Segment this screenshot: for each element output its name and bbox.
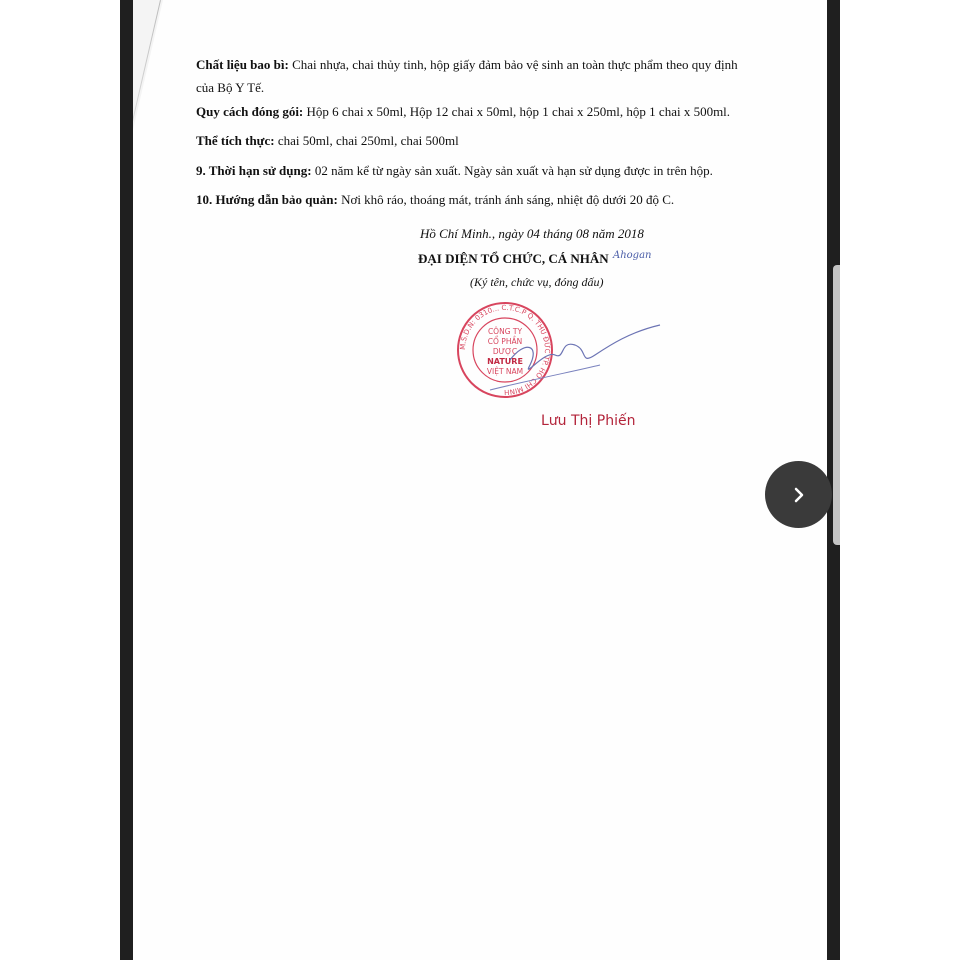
doc-line-packaging-spec — [196, 104, 730, 120]
doc-line-text: 02 năm kể từ ngày sản xuất. Ngày sản xuất và hạn sử dụng được in trên hộp. — [311, 163, 713, 178]
doc-line-text: Hộp 6 chai x 50ml, Hộp 12 chai x 50ml, hộp 1 chai x 250ml, hộp 1 chai x 500ml. — [303, 104, 731, 119]
doc-line-text: Chai nhựa, chai thủy tinh, hộp giấy đảm bảo vệ sinh an toàn thực phẩm theo quy định — [288, 57, 738, 72]
svg-text:M.S.D.N: 0310... C.T.C.P Q. T: M.S.D.N: 0310... C.T.C.P Q. THỦ ĐỨC TP. HỒ CHÍ MINH — [458, 303, 552, 397]
scrollbar-thumb[interactable] — [833, 265, 840, 545]
viewer-left-border — [120, 0, 133, 960]
handwritten-initials: Ahogan — [613, 250, 652, 261]
page-fold — [133, 0, 163, 130]
doc-line-text: chai 50ml, chai 250ml, chai 500ml — [274, 133, 459, 148]
doc-line-label: Thể tích thực: — [196, 133, 275, 148]
doc-line-packaging-material-cont — [196, 80, 264, 96]
svg-text:CỔ PHẦN: CỔ PHẦN — [487, 337, 523, 346]
svg-text:NATURE: NATURE — [487, 357, 523, 366]
next-page-button[interactable] — [765, 461, 832, 528]
doc-line-shelf-life — [196, 163, 713, 179]
doc-line-packaging-material — [196, 57, 738, 73]
doc-line-label: 9. Thời hạn sử dụng: — [196, 163, 312, 178]
handwritten-signature-icon — [470, 310, 670, 400]
svg-text:CÔNG TY: CÔNG TY — [487, 327, 523, 336]
chevron-right-icon — [789, 485, 809, 505]
signature-note: (Ký tên, chức vụ, đóng dấu) — [470, 275, 604, 289]
doc-line-text: Nơi khô ráo, thoáng mát, tránh ánh sáng, nhiệt độ dưới 20 độ C. — [337, 192, 675, 207]
doc-line-label: 10. Hướng dẫn bảo quản: — [196, 192, 338, 207]
svg-text:DƯỢC: DƯỢC — [492, 347, 518, 356]
doc-line-label: Quy cách đóng gói: — [196, 104, 304, 119]
doc-line-net-volume — [196, 133, 459, 149]
signer-name: Lưu Thị Phiến — [541, 413, 636, 429]
signature-title: ĐẠI DIỆN TỔ CHỨC, CÁ NHÂN — [418, 251, 609, 266]
signature-date: Hồ Chí Minh., ngày 04 tháng 08 năm 2018 — [420, 226, 644, 241]
doc-line-storage — [196, 192, 674, 208]
doc-line-label: Chất liệu bao bì: — [196, 57, 289, 72]
doc-line-text: của Bộ Y Tế. — [196, 80, 265, 95]
svg-text:VIỆT NAM: VIỆT NAM — [486, 367, 524, 376]
